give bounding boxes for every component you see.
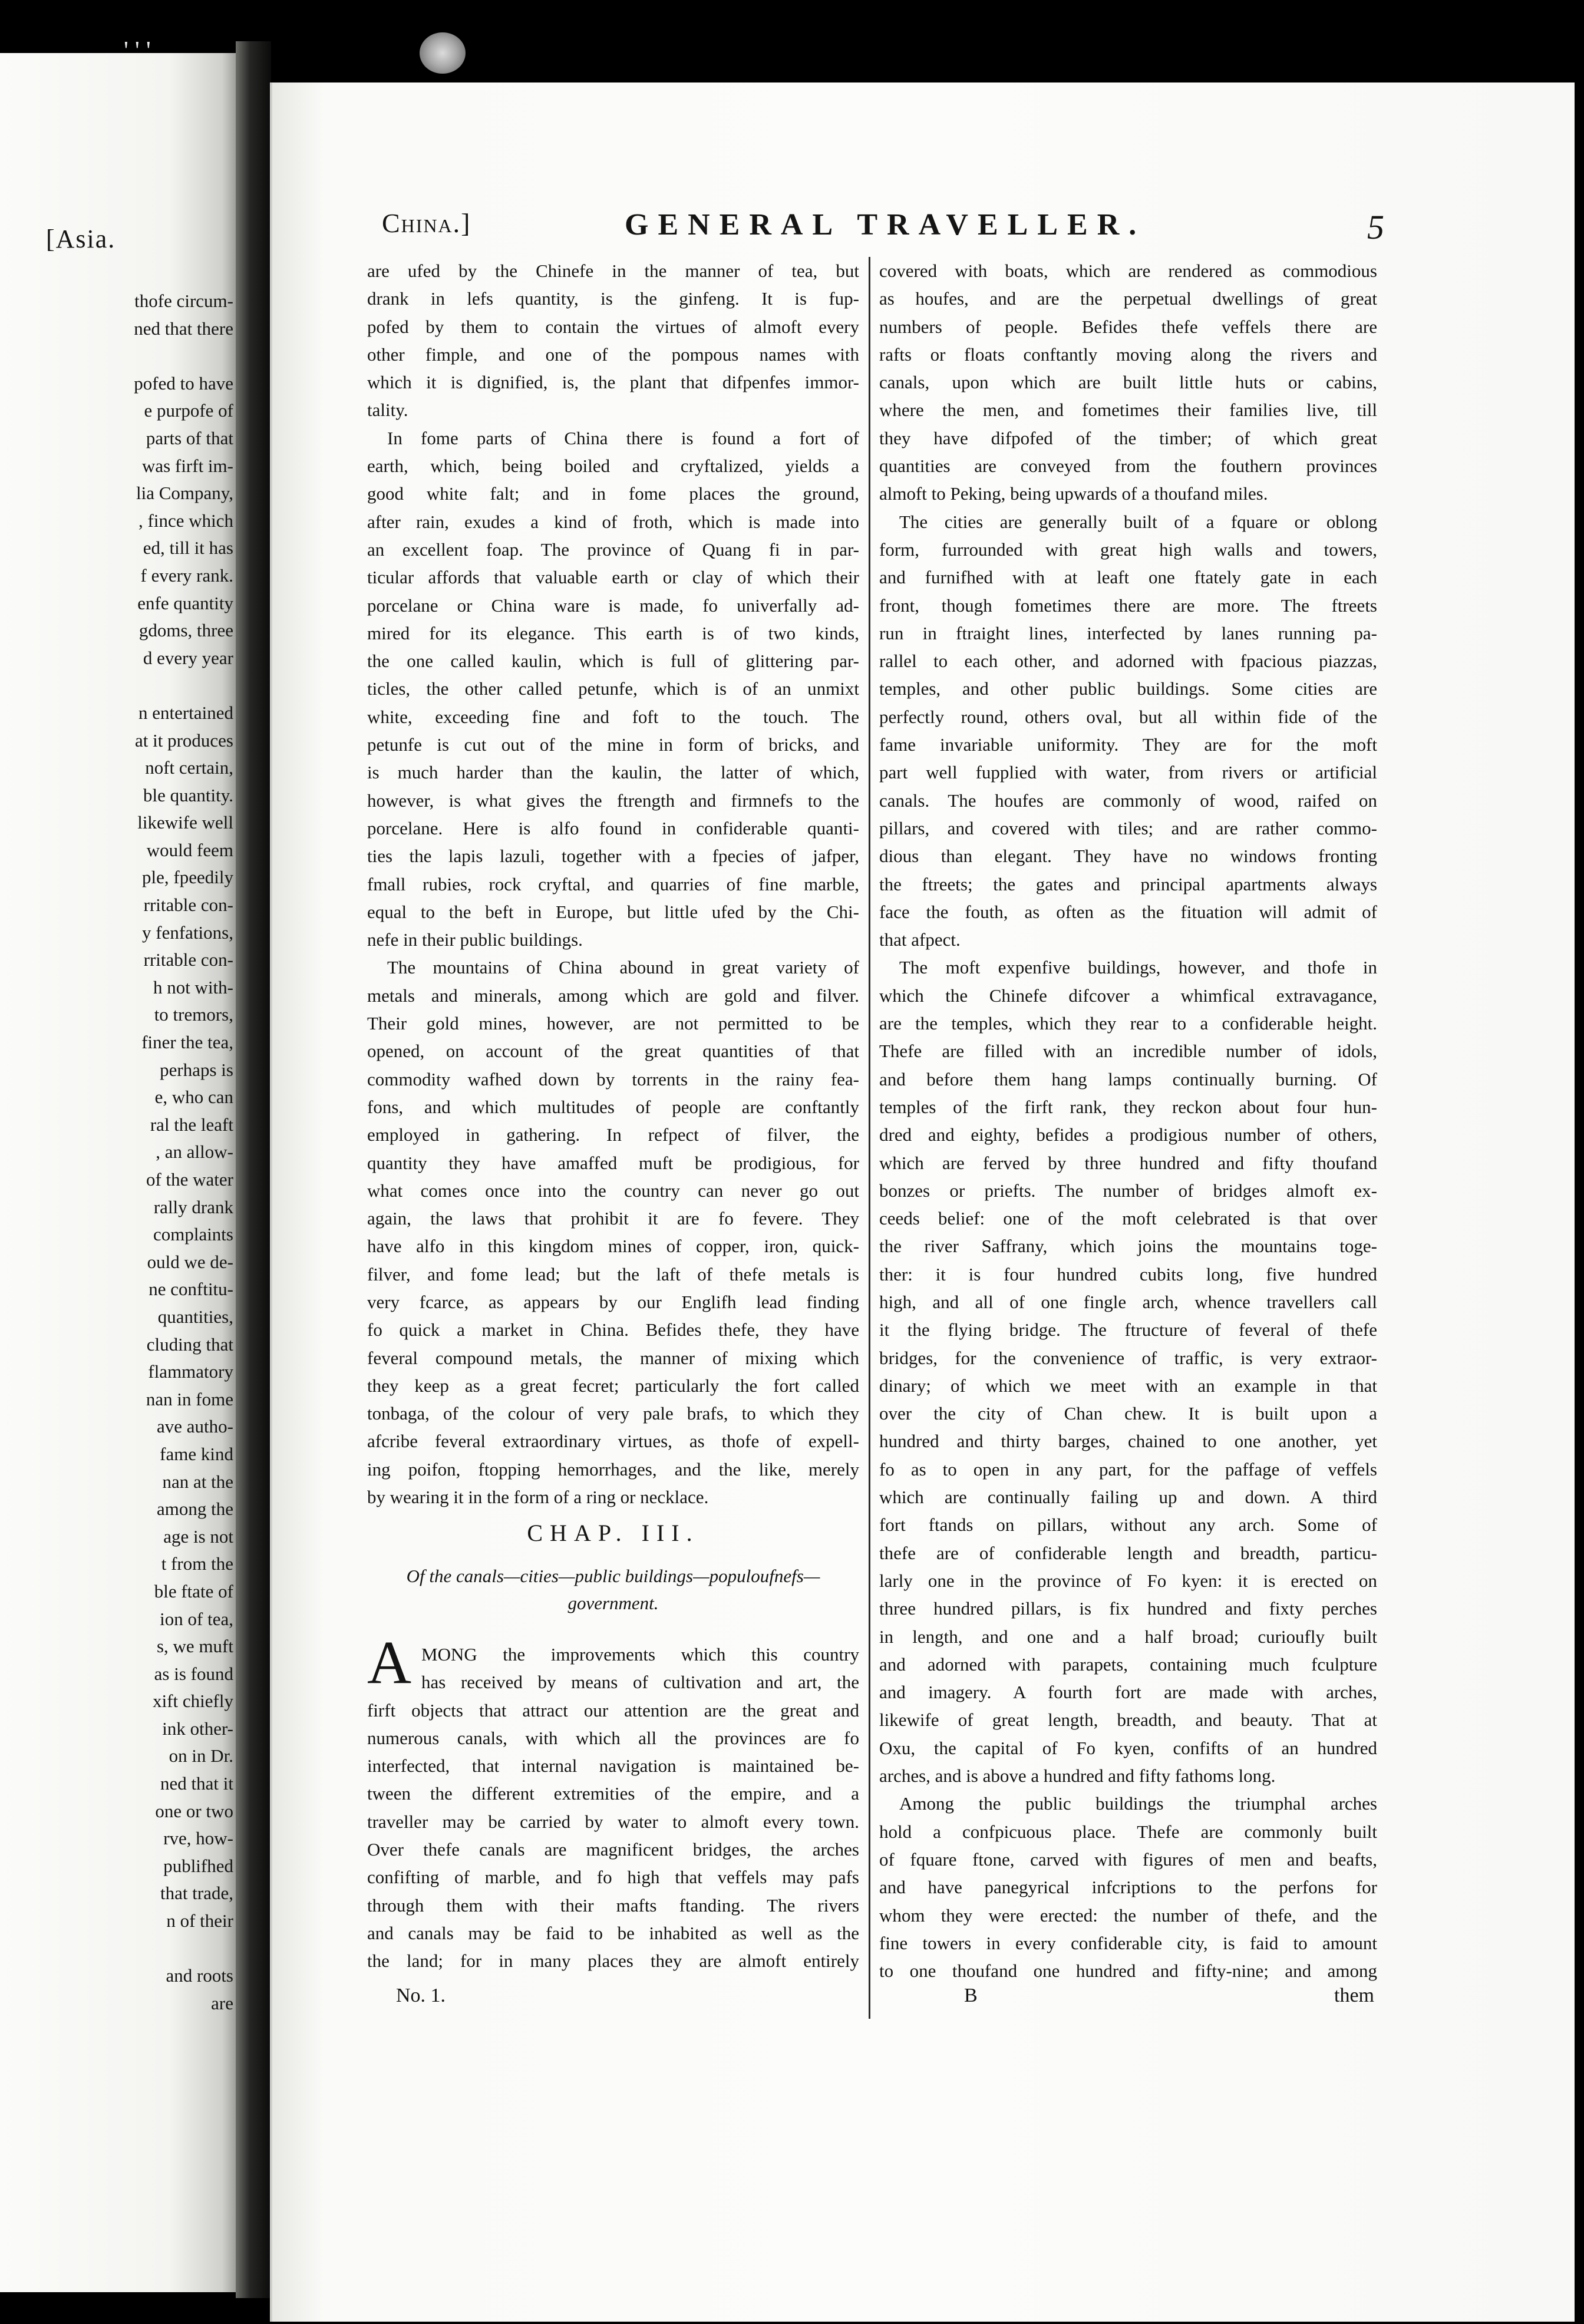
left-page-line: age is not	[163, 1526, 233, 1547]
text-line: numbers of people. Befides thefe veffels there are	[879, 316, 1377, 337]
text-line: arches, and is above a hundred and fifty fathoms long.	[879, 1765, 1276, 1787]
text-line: hundred and thirty barges, chained to one another, yet	[879, 1431, 1377, 1452]
book-gutter	[236, 41, 271, 2298]
text-line: high, and all of one fingle arch, whence travellers call	[879, 1291, 1377, 1312]
text-line: front, though fometimes there are more. The ftreets	[879, 595, 1377, 616]
chapter-title: CHAP. III.	[527, 1520, 699, 1546]
left-page-line: rritable con-	[143, 894, 233, 916]
text-line: mired for its elegance. This earth is of two kinds,	[367, 622, 859, 643]
left-page-line: likewife well	[137, 812, 233, 833]
chapter-subtitle-line: Of the canals—cities—public buildings—populoufnefs—	[406, 1566, 820, 1586]
left-page-line: pofed to have	[134, 372, 233, 394]
left-page-line: gdoms, three	[138, 620, 233, 641]
text-line: very fcarce, as appears by our Englifh lead finding	[367, 1291, 859, 1312]
running-head-left: China.]	[382, 208, 471, 238]
left-page-text	[4, 288, 233, 2017]
text-line: quantity they have amaffed muft be prodigious, for	[367, 1152, 859, 1173]
text-line: likewife of great length, breadth, and beauty. That at	[879, 1709, 1377, 1731]
left-page-line: ble quantity.	[143, 784, 233, 806]
text-line: ceeds belief: one of the moft celebrated is that over	[879, 1208, 1377, 1229]
text-line: ing poifon, ftopping hemorrhages, and the like, merely	[367, 1458, 859, 1480]
text-column-right	[879, 257, 1377, 1985]
text-line: which are continually failing up and down. A third	[879, 1487, 1377, 1508]
text-line: that afpect.	[879, 929, 961, 950]
left-page-line: publifhed	[163, 1855, 233, 1876]
text-line: are ufed by the Chinefe in the manner of tea, but	[367, 260, 859, 281]
left-page-line: , an allow-	[156, 1141, 233, 1163]
left-page-line: ink other-	[162, 1718, 233, 1739]
left-page-line	[4, 672, 233, 699]
text-line: fort ftands on pillars, without any arch. Some of	[879, 1514, 1377, 1536]
text-column-left-after-chapter	[367, 1640, 859, 1975]
left-page-line: noft certain,	[145, 757, 233, 778]
text-line: The mountains of China abound in great variety of	[387, 957, 859, 978]
text-line: face the fouth, as often as the fituation will admit of	[879, 901, 1377, 922]
left-page-line: ned that there	[134, 318, 233, 339]
left-page-line: one or two	[155, 1800, 233, 1821]
left-page-line: that trade,	[160, 1883, 233, 1904]
left-page-line: to tremors,	[154, 1004, 233, 1025]
left-page-line: ould we de-	[147, 1251, 233, 1272]
text-line: and canals may be faid to be inhabited as well as the	[367, 1922, 859, 1943]
text-line: canals, upon which are built little huts or cabins,	[879, 372, 1377, 393]
left-page-line: xift chiefly	[153, 1691, 233, 1712]
page-number: 5	[1367, 208, 1384, 246]
facing-left-page	[0, 53, 242, 2292]
text-line: Among the public buildings the triumphal arches	[899, 1793, 1377, 1814]
text-line: ticles, the other called petunfe, which is of an unmixt	[367, 678, 859, 699]
column-rule	[869, 257, 870, 2019]
left-page-line: rritable con-	[143, 949, 233, 970]
left-page-line: d every year	[143, 647, 233, 668]
text-line: pofed by them to contain the virtues of almoft every	[367, 316, 859, 337]
text-line: Over thefe canals are magnificent bridges, the arches	[367, 1839, 859, 1860]
text-line: Oxu, the capital of Fo kyen, confifts of an hundred	[879, 1737, 1377, 1758]
text-line: after rain, exudes a kind of froth, which is made into	[367, 511, 859, 532]
text-line: MONG the improvements which this country	[421, 1644, 859, 1665]
text-line: the ftreets; the gates and principal apartments always	[879, 873, 1377, 894]
text-line: The cities are generally built of a fquare or oblong	[899, 511, 1377, 532]
text-line: metals and minerals, among which are gold and filver.	[367, 985, 859, 1006]
text-line: form, furrounded with great high walls and towers,	[879, 539, 1377, 560]
left-page-line: ned that it	[160, 1773, 233, 1794]
left-page-line: thofe circum-	[134, 290, 233, 311]
text-line: temples of the firft rank, they reckon about four hun-	[879, 1096, 1377, 1117]
footer-number: No. 1.	[396, 1985, 446, 2006]
text-line: they keep as a great fecret; particularly the fort called	[367, 1375, 859, 1396]
text-line: thefe are of confiderable length and breadth, particu-	[879, 1542, 1377, 1563]
text-line: and have panegyrical infcriptions to the perfons for	[879, 1877, 1377, 1898]
left-page-line: would feem	[146, 839, 233, 860]
text-line: afcribe feveral extraordinary virtues, as thofe of expell-	[367, 1431, 859, 1452]
left-page-line: y fenfations,	[142, 922, 233, 943]
left-page-line: parts of that	[146, 427, 233, 448]
left-page-line: perhaps is	[160, 1059, 233, 1080]
left-page-line	[4, 342, 233, 370]
text-line: the land; for in many places they are almoft entirely	[367, 1950, 859, 1972]
left-page-line: of the water	[146, 1169, 233, 1190]
text-line: dious than elegant. They have no windows fronting	[879, 846, 1377, 867]
text-line: porcelane. Here is alfo found in confiderable quanti-	[367, 817, 859, 839]
text-line: tonbaga, of the colour of very pale brafs, to which they	[367, 1403, 859, 1424]
text-line: part well fupplied with water, from rivers or artificial	[879, 762, 1377, 783]
left-page-line: nan in fome	[146, 1388, 233, 1409]
left-page-line: cluding that	[146, 1333, 233, 1355]
left-page-line: enfe quantity	[137, 592, 233, 613]
text-line: ties the lapis lazuli, together with a fpecies of jafper,	[367, 846, 859, 867]
text-line: of fquare ftone, carved with figures of men and beafts,	[879, 1848, 1377, 1870]
text-line: where the men, and fometimes their families live, till	[879, 400, 1377, 421]
text-line: traveller may be carried by water to almoft every town.	[367, 1811, 859, 1832]
text-line: good white falt; and in fome places the ground,	[367, 483, 859, 504]
text-line: employed in gathering. In refpect of filver, the	[367, 1124, 859, 1146]
left-page-line: h not with-	[153, 976, 233, 998]
text-column-left	[367, 257, 859, 1511]
text-line: hold a confpicuous place. Thefe are commonly built	[879, 1821, 1377, 1842]
text-line: porcelane or China ware is made, fo univerfally ad-	[367, 595, 859, 616]
left-page-line: ble ftate of	[154, 1580, 233, 1602]
text-line: whom they were erected: the number of thefe, and the	[879, 1904, 1377, 1926]
left-page-line: complaints	[153, 1224, 233, 1245]
text-line: an excellent foap. The province of Quang fi in par-	[367, 539, 859, 560]
text-line: numerous canals, with which all the provinces are fo	[367, 1727, 859, 1748]
left-page-line: fame kind	[160, 1443, 233, 1464]
left-page-line: n of their	[166, 1910, 233, 1932]
text-line: again, the laws that prohibit it are fo fevere. They	[367, 1208, 859, 1229]
text-line: has received by means of cultivation and art, the	[421, 1672, 859, 1693]
left-page-line: was firft im-	[142, 455, 233, 476]
text-line: dred and eighty, befides a prodigious number of others,	[879, 1124, 1377, 1146]
left-page-line: rally drank	[153, 1196, 233, 1217]
left-page-line: f every rank.	[140, 565, 233, 586]
text-line: perfectly round, others oval, but all within fide of the	[879, 706, 1377, 727]
left-page-line: as is found	[154, 1663, 233, 1684]
text-line: fo quick a market in China. Befides thefe, they have	[367, 1319, 859, 1341]
left-page-line: ave autho-	[157, 1416, 233, 1437]
text-line: nefe in their public buildings.	[367, 929, 583, 950]
left-page-line: s, we muft	[156, 1636, 233, 1657]
left-page-line: finer the tea,	[141, 1032, 233, 1053]
left-page-line: t from the	[161, 1553, 233, 1574]
text-line: fmall rubies, rock cryftal, and quarries of fine marble,	[367, 873, 859, 894]
left-page-line: ion of tea,	[160, 1608, 233, 1629]
text-line: and before them hang lamps continually burning. Of	[879, 1068, 1377, 1090]
text-line: run in ftraight lines, interfected by lanes running pa-	[879, 622, 1377, 643]
left-page-line: n entertained	[138, 702, 233, 723]
left-page-line: lia Company,	[136, 483, 233, 504]
text-line: what comes once into the country can never go out	[367, 1180, 859, 1201]
top-marks: ' ' '	[124, 36, 151, 65]
text-line: in length, and one and a half broad; curioufly built	[879, 1626, 1377, 1647]
ink-blot	[420, 32, 466, 74]
left-page-line: quantities,	[157, 1306, 233, 1327]
left-page-line: ne conftitu-	[148, 1279, 233, 1300]
text-line: is much harder than the kaulin, the latter of which,	[367, 762, 859, 783]
text-line: are the temples, which they rear to a confiderable height.	[879, 1013, 1377, 1034]
text-line: however, is what gives the ftrength and firmnefs to the	[367, 790, 859, 811]
text-line: confifting of marble, and fo high that veffels may pafs	[367, 1867, 859, 1888]
chapter-subtitle-line: government.	[567, 1593, 659, 1613]
text-line: white, exceeding fine and foft to the touch. The	[367, 706, 859, 727]
left-page-line: ed, till it has	[143, 537, 233, 559]
text-line: canals. The houfes are commonly of wood, raifed on	[879, 790, 1377, 811]
left-page-line: rve, how-	[163, 1828, 233, 1849]
text-line: over the city of Chan chew. It is built upon a	[879, 1403, 1377, 1424]
text-line: tween the different extremities of the empire, and a	[367, 1783, 859, 1804]
text-line: which are ferved by three hundred and fifty thoufand	[879, 1152, 1377, 1173]
text-line: and imagery. A fourth fort are made with arches,	[879, 1682, 1377, 1703]
text-line: covered with boats, which are rendered as commodious	[879, 260, 1377, 281]
text-line: they have difpofed of the timber; of which great	[879, 427, 1377, 448]
text-line: to one thoufand one hundred and fifty-nine; and among	[879, 1960, 1377, 1982]
text-line: bridges, for the convenience of traffic, is very extraor-	[879, 1347, 1377, 1368]
text-line: larly one in the province of Fo kyen: it is erected on	[879, 1570, 1377, 1591]
text-line: firft objects that attract our attention are the great and	[367, 1699, 859, 1721]
left-page-line: e purpofe of	[144, 400, 233, 421]
left-page-line: nan at the	[162, 1471, 233, 1492]
text-line: three hundred pillars, is fix hundred and fixty perches	[879, 1598, 1377, 1619]
text-line: fine towers in every confiderable city, is faid to amount	[879, 1932, 1377, 1953]
text-line: interfected, that internal navigation is maintained be-	[367, 1755, 859, 1777]
text-line: temples, and other public buildings. Some cities are	[879, 678, 1377, 699]
drop-cap: A	[367, 1629, 412, 1696]
running-head-title: GENERAL TRAVELLER.	[625, 208, 1146, 242]
text-line: as houfes, and are the perpetual dwellings of great	[879, 288, 1377, 309]
text-line: tality.	[367, 400, 408, 421]
text-line: bonzes or priefts. The number of bridges almoft ex-	[879, 1180, 1377, 1201]
catchword: them	[1334, 1985, 1374, 2006]
left-page-line: e, who can	[154, 1087, 233, 1108]
text-line: which the Chinefe difcover a whimfical extravagance,	[879, 985, 1377, 1006]
left-page-line: and roots	[166, 1965, 233, 1986]
text-line: ticular affords that valuable earth or clay of which their	[367, 567, 859, 588]
left-page-line: on in Dr.	[169, 1745, 233, 1767]
left-page-line: ple, fpeedily	[142, 867, 233, 888]
left-page-line: are	[211, 1992, 233, 2013]
text-line: earth, which, being boiled and cryftalized, yields a	[367, 455, 859, 477]
text-line: In fome parts of China there is found a fort of	[387, 427, 859, 448]
text-line: and adorned with parapets, containing much fculpture	[879, 1653, 1377, 1675]
left-page-line: at it produces	[134, 729, 233, 751]
text-line: other fimple, and one of the pompous names with	[367, 344, 859, 365]
text-line: through them with their mafts ftanding. The rivers	[367, 1894, 859, 1916]
text-line: filver, and fome lead; but the laft of thefe metals is	[367, 1263, 859, 1285]
left-page-line: among the	[157, 1498, 233, 1520]
text-line: commodity wafhed down by torrents in the rainy fea-	[367, 1068, 859, 1090]
text-line: fo as to open in any part, for the paffage of veffels	[879, 1458, 1377, 1480]
text-line: rafts or floats conftantly moving along the rivers and	[879, 344, 1377, 365]
text-line: Their gold mines, however, are not permitted to be	[367, 1013, 859, 1034]
text-line: dinary; of which we meet with an example in that	[879, 1375, 1377, 1396]
text-line: feveral compound metals, the manner of mixing which	[367, 1347, 859, 1368]
chapter-subtitle	[367, 1563, 859, 1617]
text-line: Thefe are filled with an incredible number of idols,	[879, 1041, 1377, 1062]
text-line: The moft expenfive buildings, however, and thofe in	[899, 957, 1377, 978]
left-page-line: flammatory	[148, 1361, 233, 1382]
text-line: it the flying bridge. The ftructure of feveral of thefe	[879, 1319, 1377, 1341]
text-line: pillars, and covered with tiles; and are rather commo-	[879, 817, 1377, 839]
left-page-line: ral the leaft	[150, 1114, 233, 1135]
left-page-line	[4, 1935, 233, 1963]
text-line: quantities are conveyed from the fouthern provinces	[879, 455, 1377, 477]
signature-mark: B	[964, 1985, 978, 2006]
text-line: the river Saffrany, which joins the mountains toge-	[879, 1236, 1377, 1257]
text-line: almoft to Peking, being upwards of a thoufand miles.	[879, 483, 1268, 504]
text-line: by wearing it in the form of a ring or necklace.	[367, 1487, 709, 1508]
left-page-header: [Asia.	[46, 225, 116, 253]
text-line: fame invariable uniformity. They are for the moft	[879, 734, 1377, 755]
text-line: equal to the beft in Europe, but little ufed by the Chi-	[367, 901, 859, 922]
text-line: drank in lefs quantity, is the ginfeng. It is fup-	[367, 288, 859, 309]
text-line: the one called kaulin, which is full of glittering par-	[367, 651, 859, 672]
text-line: opened, on account of the great quantities of that	[367, 1041, 859, 1062]
text-line: fons, and which multitudes of people are conftantly	[367, 1096, 859, 1117]
text-line: which it is dignified, is, the plant that difpenfes immor-	[367, 372, 859, 393]
text-line: petunfe is cut out of the mine in form of bricks, and	[367, 734, 859, 755]
text-line: and furnifhed with at leaft one ftately gate in each	[879, 567, 1377, 588]
text-line: have alfo in this kingdom mines of copper, iron, quick-	[367, 1236, 859, 1257]
left-page-line: , fince which	[138, 510, 233, 531]
text-line: rallel to each other, and adorned with fpacious piazzas,	[879, 651, 1377, 672]
text-line: ther: it is four hundred cubits long, five hundred	[879, 1263, 1377, 1285]
